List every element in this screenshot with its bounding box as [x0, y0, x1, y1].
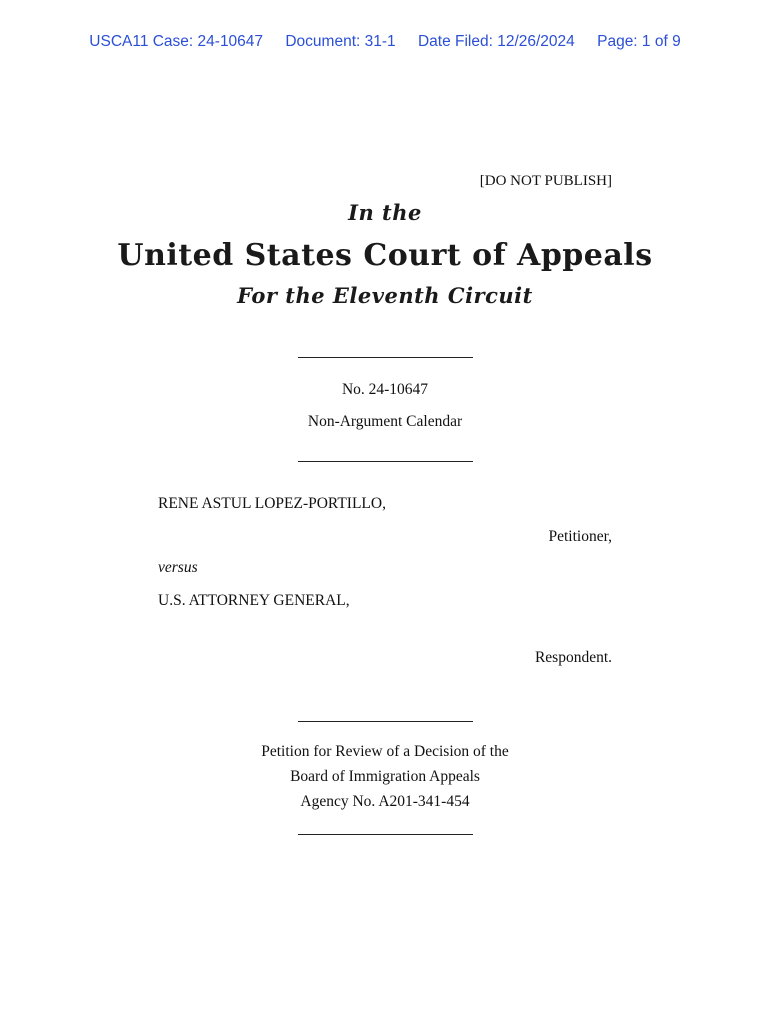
respondent-role: Respondent.: [534, 649, 612, 666]
case-number: No. 24-10647: [341, 381, 429, 398]
divider-rule: [298, 357, 473, 358]
petition-line2: Board of Immigration Appeals: [290, 768, 480, 785]
publication-notice: [DO NOT PUBLISH]: [479, 173, 612, 189]
divider-rule: [298, 721, 473, 722]
respondent-name: U.S. ATTORNEY GENERAL,: [158, 592, 350, 609]
divider-rule: [298, 461, 473, 462]
case-number-stamp: USCA11 Case: 24-10647: [89, 33, 264, 50]
filing-header: [0, 33, 770, 51]
petitioner-role: Petitioner,: [548, 528, 612, 545]
calendar-type: Non-Argument Calendar: [307, 413, 463, 430]
document-number-stamp: Document: 31-1: [285, 33, 396, 50]
agency-number: Agency No. A201-341-454: [300, 793, 470, 810]
court-heading-line1: In the: [348, 200, 422, 225]
divider-rule: [298, 834, 473, 835]
page-count-stamp: Page: 1 of 9: [597, 33, 681, 50]
petitioner-name: RENE ASTUL LOPEZ-PORTILLO,: [158, 495, 386, 512]
court-circuit: For the Eleventh Circuit: [237, 283, 533, 308]
court-name: United States Court of Appeals: [117, 238, 653, 273]
date-filed-stamp: Date Filed: 12/26/2024: [417, 33, 575, 50]
versus-label: versus: [158, 559, 198, 576]
petition-line1: Petition for Review of a Decision of the: [261, 743, 509, 760]
